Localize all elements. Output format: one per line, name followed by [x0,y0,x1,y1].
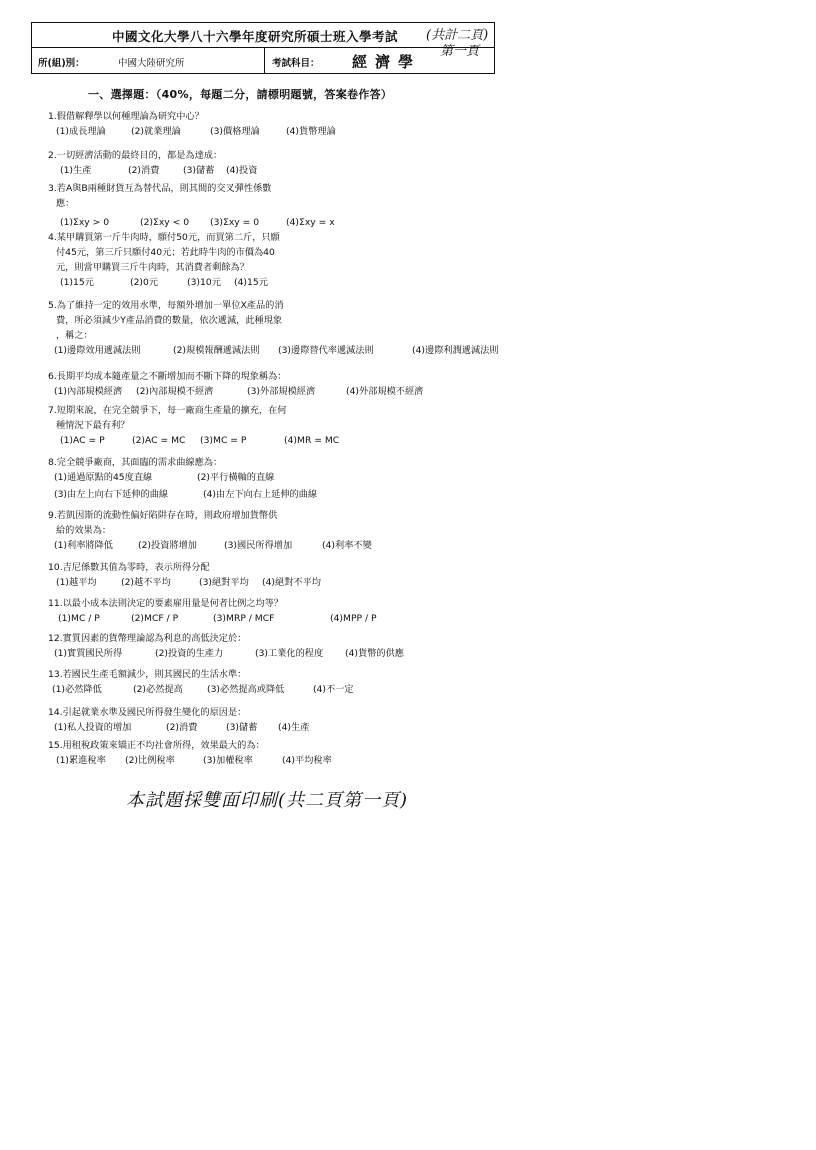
question-text: 8.完全競爭廠商，其面臨的需求曲線應為： [48,457,223,468]
question-text: 10.吉尼係數其值為零時，表示所得分配 [48,562,210,573]
question-text: 2.一切經濟活動的最終目的，都是為達成： [48,150,223,161]
answer-option: (2)MCF / P [131,613,179,624]
answer-option: (4)邊際利潤遞減法則 [412,345,499,356]
answer-option: (1)成長理論 [56,126,106,137]
answer-option: (4)Σxy = x [286,217,335,228]
answer-option: (1)邊際效用遞減法則 [54,345,141,356]
question-text: 元，則當甲購買三斤牛肉時，其消費者剩餘為？ [56,262,249,273]
answer-option: (3)MRP / MCF [213,613,275,624]
question-text: 種情況下最有利？ [56,420,130,431]
answer-option: (1)15元 [60,277,94,288]
answer-option: (2)就業理論 [131,126,181,137]
answer-option: (1)通過原點的45度直線 [54,472,153,483]
answer-option: (3)絕對平均 [199,577,249,588]
question-text: 11.以最小成本法則決定的要素雇用量是何者比例之均等？ [48,598,284,609]
question-text: ，稱之： [56,330,93,341]
answer-option: (1)必然降低 [52,684,102,695]
answer-option: (1)利率將降低 [54,540,113,551]
answer-option: (2)規模報酬遞減法則 [173,345,260,356]
answer-option: (4)平均稅率 [282,755,332,766]
answer-option: (4)不一定 [313,684,354,695]
answer-option: (2)消費 [166,722,198,733]
question-text: 費，所必須減少Y產品消費的數量，依次遞減，此種現象 [56,315,283,326]
footer-note: 本試題採雙面印刷(共二頁第一頁) [126,790,409,811]
answer-option: (3)由左上向右下延伸的曲線 [54,489,169,500]
exam-title: 中國文化大學八十六學年度研究所碩士班入學考試 [112,29,399,44]
answer-option: (4)MPP / P [330,613,377,624]
answer-option: (3)儲蓄 [226,722,258,733]
question-text: 7.短期來說，在完全競爭下，每一廠商生產量的擴充，在何 [48,405,287,416]
question-text: 4.某甲購買第一斤牛肉時，願付50元，而買第二斤，只願 [48,232,280,243]
answer-option: (2)Σxy < 0 [140,217,190,228]
answer-option: (4)貨幣理論 [286,126,336,137]
subject-label: 考試科目： [272,58,320,69]
answer-option: (4)利率不變 [322,540,372,551]
answer-option: (4)生產 [278,722,310,733]
answer-option: (4)由左下向右上延伸的曲線 [203,489,318,500]
header-info-row [32,48,494,73]
question-text: 1.假借解釋學以何種理論為研究中心？ [48,111,204,122]
answer-option: (1)Σxy > 0 [60,217,110,228]
dept-label: 所(組)別： [38,58,85,69]
answer-option: (2)投資的生產力 [155,648,224,659]
answer-option: (1)生產 [60,165,92,176]
answer-option: (3)價格理論 [210,126,260,137]
answer-option: (3)國民所得增加 [224,540,293,551]
question-text: 9.若凱因斯的流動性偏好陷阱存在時，則政府增加貨幣供 [48,510,278,521]
answer-option: (2)消費 [128,165,160,176]
answer-option: (1)內部規模經濟 [54,386,123,397]
question-text: 5.為了維持一定的效用水準，每額外增加一單位X產品的消 [48,300,284,311]
answer-option: (2)內部規模不經濟 [136,386,214,397]
answer-option: (2)0元 [130,277,159,288]
answer-option: (4)外部規模不經濟 [346,386,424,397]
answer-option: (4)15元 [234,277,268,288]
answer-option: (3)外部規模經濟 [247,386,316,397]
answer-option: (4)投資 [226,165,258,176]
question-text: 付45元，第三斤只願付40元；若此時牛肉的市價為40 [56,247,275,258]
answer-option: (4)絕對不平均 [262,577,321,588]
answer-option: (3)必然提高或降低 [207,684,285,695]
answer-option: (3)儲蓄 [183,165,215,176]
total-pages-note: (共計二頁) [426,28,489,43]
subject-value: 經濟學 [352,53,422,71]
answer-option: (2)平行橫軸的直線 [197,472,275,483]
question-text: 6.長期平均成本隨產量之不斷增加而不斷下降的現象稱為： [48,371,287,382]
answer-option: (1)MC / P [58,613,100,624]
answer-option: (2)比例稅率 [125,755,175,766]
answer-option: (1)越平均 [56,577,97,588]
dept-value: 中國大陸研究所 [118,58,185,69]
answer-option: (3)加權稅率 [203,755,253,766]
section-heading: 一、選擇題：（40%，每題二分，請標明題號，答案卷作答） [88,88,393,101]
answer-option: (2)必然提高 [133,684,183,695]
answer-option: (1)實質國民所得 [54,648,123,659]
answer-option: (2)投資將增加 [138,540,197,551]
question-text: 3.若A與B兩種財貨互為替代品，則其間的交叉彈性係數 [48,183,272,194]
question-text: 15.用租稅政策來矯正不均社會所得，效果最大的為： [48,740,265,751]
question-text: 14.引起就業水準及國民所得發生變化的原因是： [48,707,247,718]
answer-option: (3)工業化的程度 [255,648,324,659]
answer-option: (1)累進稅率 [56,755,106,766]
question-text: 給的效果為： [56,525,112,536]
question-text: 應： [56,198,75,209]
header-title-row [32,23,494,48]
answer-option: (3)MC = P [200,435,247,446]
header-divider [264,48,265,73]
answer-option: (3)邊際替代率遞減法則 [278,345,374,356]
question-text: 13.若國民生產毛額減少，則其國民的生活水準： [48,669,247,680]
answer-option: (3)Σxy = 0 [210,217,260,228]
question-text: 12.實質因素的貨幣理論認為利息的高低決定於： [48,633,247,644]
answer-option: (3)10元 [187,277,221,288]
answer-option: (4)貨幣的供應 [345,648,404,659]
answer-option: (2)越不平均 [121,577,171,588]
answer-option: (4)MR = MC [284,435,340,446]
answer-option: (2)AC = MC [132,435,186,446]
page-number: 第一頁 [440,44,480,59]
answer-option: (1)AC = P [60,435,105,446]
answer-option: (1)私人投資的增加 [54,722,132,733]
